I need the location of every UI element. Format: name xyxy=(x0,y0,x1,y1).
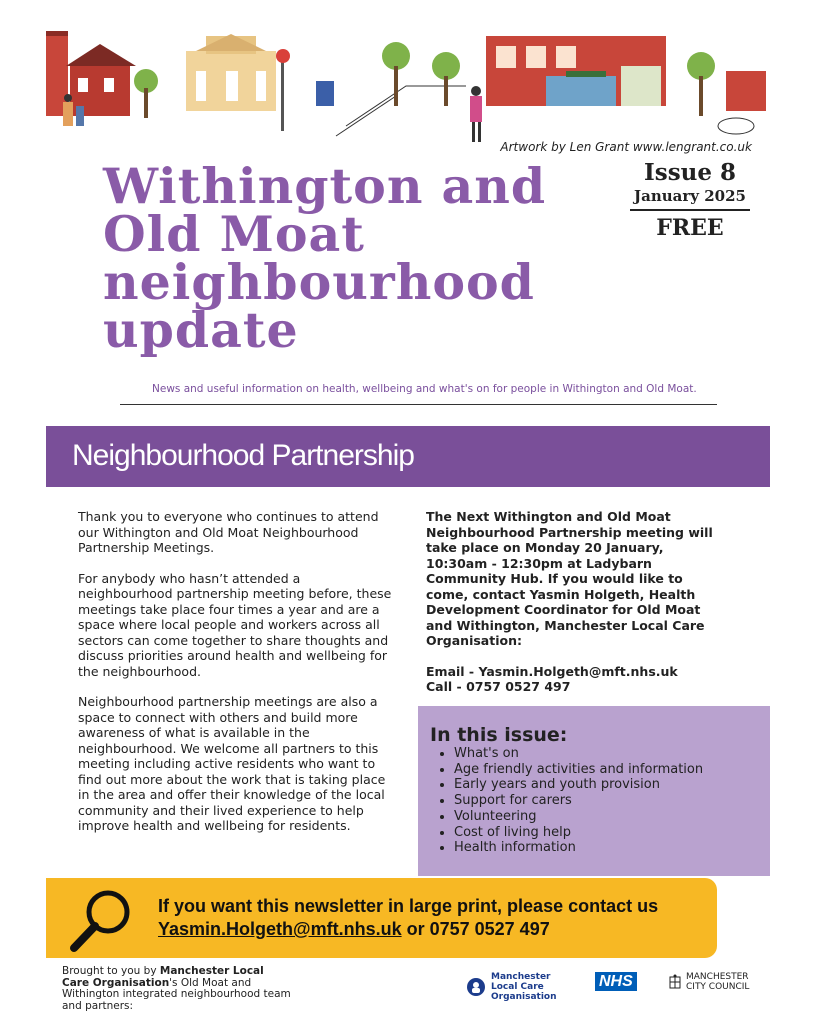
large-print-banner xyxy=(46,878,717,958)
issue-number: Issue 8 xyxy=(643,159,737,186)
meeting-details: The Next Withington and Old Moat Neighbourhood Partnership meeting will take place on Monday 20 January, 10:30am - 12:30pm at Ladybarn Community Hub. If you would like to come, contact Yasmin Holgeth, Health Development Coordinator for Old Moat and Withington, Manchester Local Care Organisation: xyxy=(426,509,713,648)
paragraph: For anybody who hasn’t attended a neighbourhood partnership meeting before, these meetings take place four times a year and are a space where local people and workers across all sectors can come together to share thoughts and discuss priorities around health and wellbeing for the neighbourhood. xyxy=(78,570,392,679)
section-header-band xyxy=(46,426,770,487)
mlco-emblem-icon xyxy=(466,977,486,997)
contents-list xyxy=(434,746,703,856)
street-illustration xyxy=(46,26,768,144)
mlco-logo-text: Manchester Local Care Organisation xyxy=(491,972,557,1002)
list-item: • Volunteering xyxy=(454,809,703,825)
list-item: • Age friendly activities and information xyxy=(454,762,703,778)
large-print-phone: or 0757 0527 497 xyxy=(401,919,550,939)
left-column xyxy=(78,509,393,849)
footer-org: Manchester Local Care Organisation xyxy=(62,965,264,989)
large-print-text: If you want this newsletter in large print, please contact us xyxy=(158,896,659,916)
section-title: Neighbourhood Partnership xyxy=(72,439,414,472)
divider xyxy=(120,404,717,405)
large-print-email-link[interactable]: Yasmin.Holgeth@mft.nhs.uk xyxy=(158,919,402,939)
mlco-logo xyxy=(466,972,573,1002)
footer-suffix: 's Old Moat and Withington integrated neighbourhood team and partners: xyxy=(62,976,291,1012)
large-print-contact xyxy=(158,919,550,940)
panel-title: In this issue: xyxy=(430,724,568,746)
newsletter-title: Withington and Old Moat neighbourhood update xyxy=(103,157,547,359)
issue-date: January 2025 xyxy=(630,186,750,211)
tagline: News and useful information on health, wellbeing and what's on for people in Withington and Old Moat. xyxy=(152,383,697,395)
mcc-logo-text: MANCHESTER CITY COUNCIL xyxy=(686,972,750,992)
manchester-city-council-logo xyxy=(667,972,766,992)
crest-icon xyxy=(667,974,683,990)
contact-phone[interactable]: Call - 0757 0527 497 xyxy=(426,679,571,694)
issue-info xyxy=(630,160,750,243)
paragraph: Neighbourhood partnership meetings are also a space to connect with others and build more awareness of what is available in the neighbourhood. We welcome all partners to this meeting including active residents who want to find out more about the work that is taking place in the area and offer their knowledge of the local community and their lived experience to help improve health and wellbeing for residents. xyxy=(78,694,386,833)
list-item: • Cost of living help xyxy=(454,825,703,841)
paragraph: Thank you to everyone who continues to attend our Withington and Old Moat Neighbourhood Partnership Meetings. xyxy=(78,509,379,555)
list-item: • Support for carers xyxy=(454,793,703,809)
list-item: • Health information xyxy=(454,840,703,856)
list-item: • What's on xyxy=(454,746,703,762)
nhs-logo: NHS xyxy=(595,972,637,991)
list-item: • Early years and youth provision xyxy=(454,777,703,793)
price-label: FREE xyxy=(656,215,724,241)
in-this-issue-panel xyxy=(418,706,770,876)
contact-email[interactable]: Email - Yasmin.Holgeth@mft.nhs.uk xyxy=(426,663,678,679)
footer-credit xyxy=(62,966,292,1012)
magnifier-icon xyxy=(66,886,136,956)
artwork-credit: Artwork by Len Grant www.lengrant.co.uk xyxy=(500,140,752,154)
footer-prefix: Brought to you by xyxy=(62,965,160,977)
right-column xyxy=(426,509,726,695)
